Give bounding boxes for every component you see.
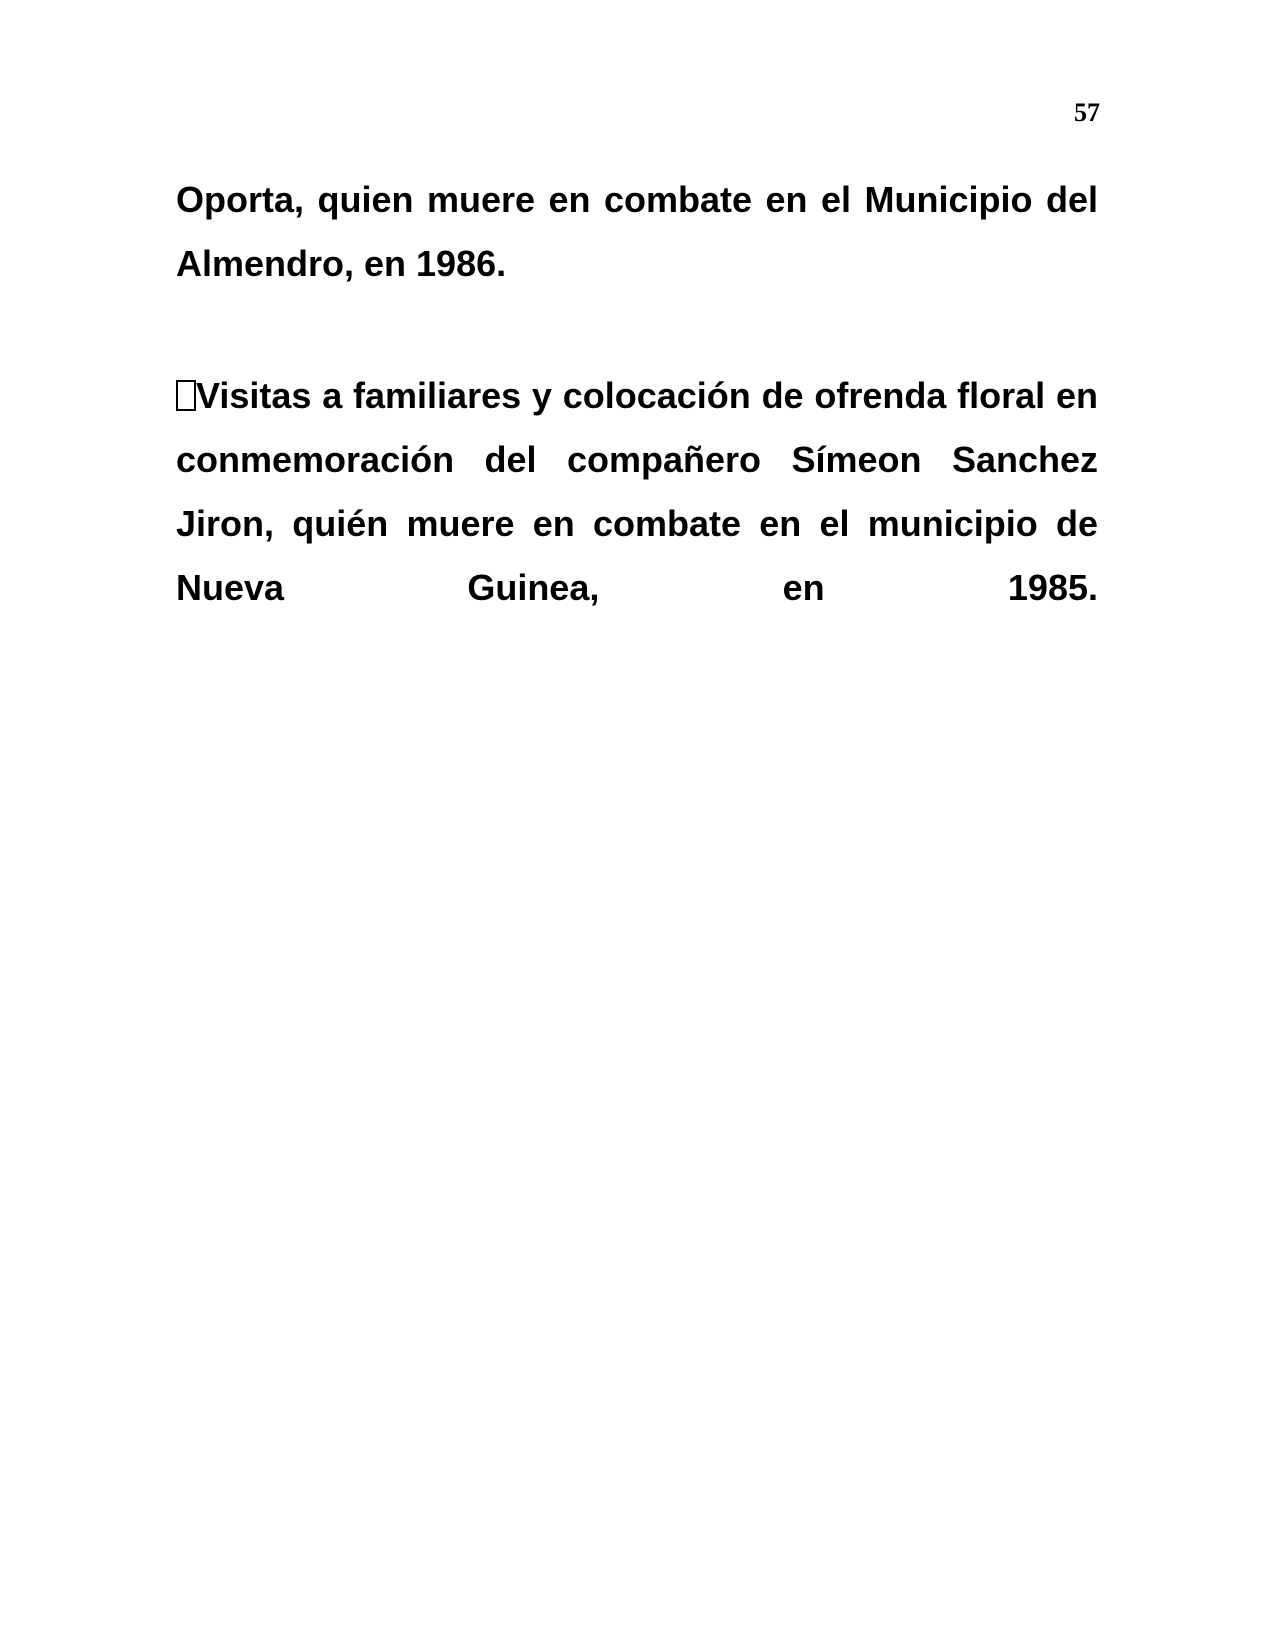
paragraph-text: Visitas a familiares y colocación de ofrenda floral en conmemoración del compañero Símeon Sanchez Jiron, quién muere en combate en el municipio de Nueva Guinea, en 1985. [176,375,1098,608]
bullet-paragraph [176,364,1098,620]
missing-glyph-box-icon [176,380,196,411]
paragraph-continuation [176,168,1098,296]
page-number: 57 [1074,98,1100,127]
paragraph-text: Oporta, quien muere en combate en el Municipio del Almendro, en 1986. [176,179,1098,284]
